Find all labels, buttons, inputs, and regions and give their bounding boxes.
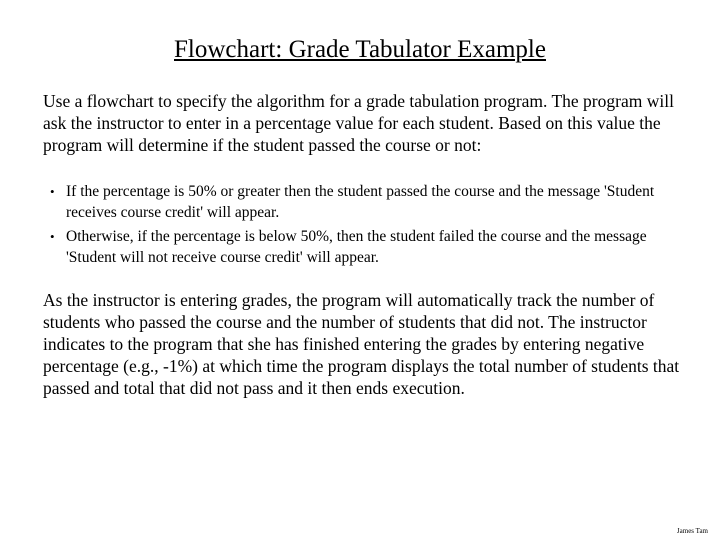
bullet-icon: •: [50, 229, 55, 244]
bullet-icon: •: [50, 184, 55, 199]
slide-title: Flowchart: Grade Tabulator Example: [174, 36, 546, 63]
bullet-item: [48, 181, 688, 223]
author-footer: James Tam: [676, 527, 708, 535]
bullet-item: [48, 226, 688, 268]
bullet-list: [48, 181, 688, 271]
bullet-text: If the percentage is 50% or greater then the student passed the course and the message 'Student receives course credit' will appear.: [66, 183, 655, 221]
bullet-text: Otherwise, if the percentage is below 50%, then the student failed the course and the message 'Student will not receive course credit' will appear.: [66, 228, 647, 266]
intro-paragraph: Use a flowchart to specify the algorithm for a grade tabulation program. The program will ask the instructor to enter in a percentage value for each student. Based on this value the program will determine if the student passed the course or not:: [43, 91, 674, 155]
body-paragraph: As the instructor is entering grades, the program will automatically track the number of students who passed the course and the number of students that did not. The instructor indicates to the program that she has finished entering the grades by entering negative percentage (e.g., -1%) at which time the program displays the total number of students that passed and total that did not pass and it then ends execution.: [43, 290, 680, 398]
